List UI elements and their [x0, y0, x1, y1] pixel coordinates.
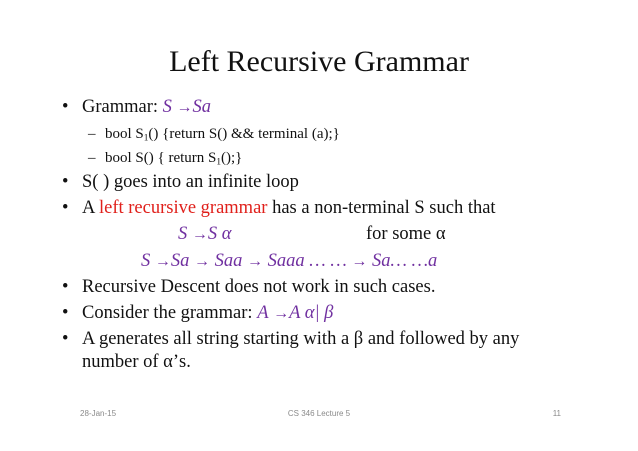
sub-bullet-s: [88, 150, 243, 168]
bullet-marker: •: [62, 97, 69, 117]
consider-rhs: A α| β: [289, 303, 334, 323]
arrow-icon: →: [176, 99, 193, 116]
eq2-s0: S: [141, 251, 151, 271]
code-s-subscript: 1: [216, 157, 222, 168]
code-s-post: ();}: [221, 150, 243, 166]
code-s1-pre: bool S: [105, 126, 144, 142]
generates-line2: number of α’s.: [82, 352, 191, 372]
dash-marker: –: [88, 126, 96, 142]
arrow-icon: →: [191, 226, 208, 243]
code-s-pre: bool S() { return S: [105, 150, 217, 166]
left-recursive-pre: A: [82, 198, 99, 218]
bullet-consider-grammar: [62, 303, 334, 324]
grammar-rhs: Sa: [192, 97, 212, 117]
eq1-lhs: S: [178, 224, 188, 244]
bullet-recursive-descent: [62, 277, 436, 298]
eq1-tail: for some α: [366, 224, 446, 244]
generates-line1: A generates all string starting with a β and followed by any: [82, 329, 520, 349]
equation-derivation: [141, 251, 437, 272]
left-recursive-highlight: left recursive grammar: [98, 198, 268, 218]
bullet-marker: •: [62, 303, 69, 323]
bullet-marker: •: [62, 277, 69, 297]
footer-page-number: 11: [552, 409, 561, 418]
bullet-grammar: [62, 97, 212, 118]
eq2-s4: Sa… …a: [372, 251, 438, 271]
sub-bullet-s1: [88, 126, 340, 144]
eq2-s3: Saaa … …: [267, 251, 347, 271]
dash-marker: –: [88, 150, 96, 166]
slide-title: Left Recursive Grammar: [169, 45, 469, 78]
arrow-icon: →: [273, 305, 290, 322]
arrow-icon: →: [351, 253, 368, 270]
eq1-rhs: S α: [207, 224, 232, 244]
footer-course: CS 346 Lecture 5: [287, 409, 351, 418]
bullet-generates: [62, 329, 520, 350]
grammar-lhs: S: [162, 97, 172, 117]
infinite-loop-text: S( ) goes into an infinite loop: [82, 172, 299, 192]
consider-pre: Consider the grammar:: [82, 303, 258, 323]
footer-date: 28-Jan-15: [80, 409, 117, 418]
arrow-icon: →: [194, 253, 210, 270]
bullet-left-recursive: [62, 198, 496, 219]
bullet-marker: •: [62, 329, 69, 349]
arrow-icon: →: [247, 253, 263, 270]
code-s1-subscript: 1: [143, 133, 149, 144]
bullet-infinite-loop: [62, 172, 299, 193]
bullet-marker: •: [62, 198, 69, 218]
arrow-icon: →: [154, 253, 171, 270]
left-recursive-post: has a non-terminal S such that: [267, 198, 496, 218]
equation-recursion: [178, 224, 231, 245]
bullet-marker: •: [62, 172, 69, 192]
code-s1-post: () {return S() && terminal (a);}: [148, 126, 340, 142]
recursive-descent-text: Recursive Descent does not work in such cases.: [82, 277, 436, 297]
grammar-label: Grammar:: [82, 97, 159, 117]
consider-lhs: A: [257, 303, 269, 323]
eq2-s2: Saa: [214, 251, 243, 271]
eq2-s1: Sa: [170, 251, 190, 271]
